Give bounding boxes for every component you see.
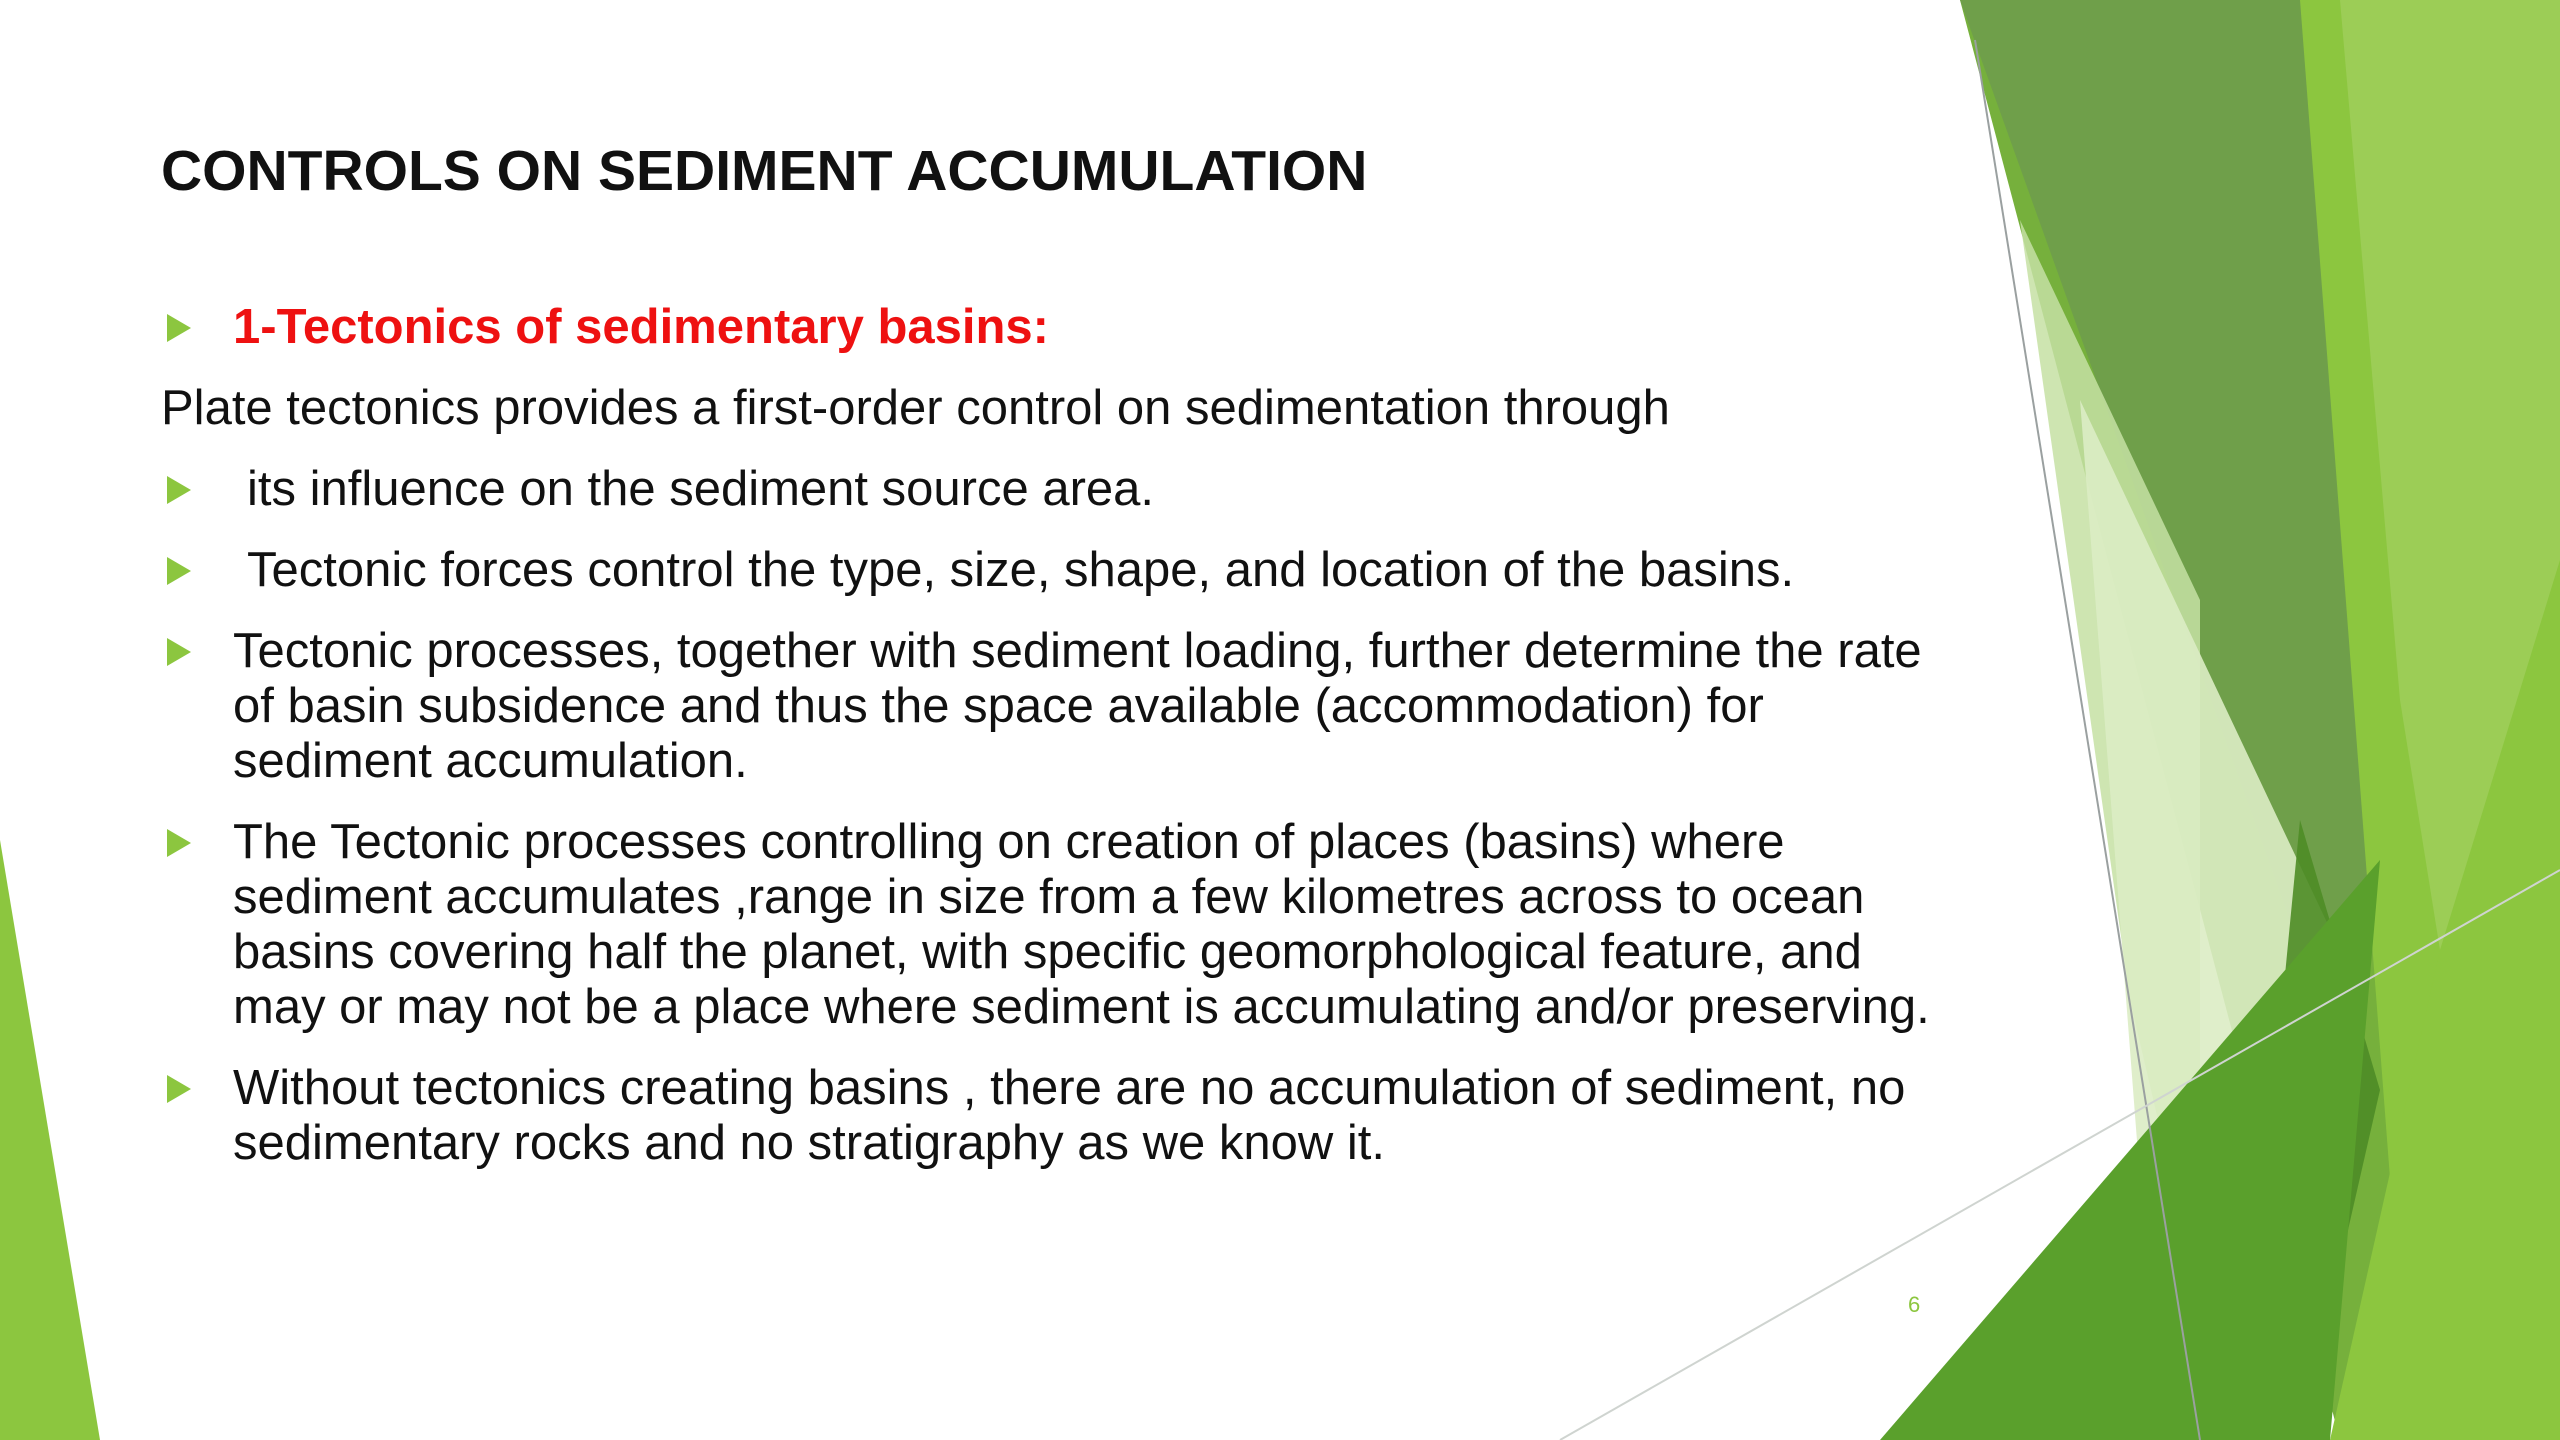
bullet-item	[161, 1061, 1941, 1171]
bullet-item	[161, 815, 1941, 1035]
heading-bullet	[161, 300, 1941, 355]
bullet-text: its influence on the sediment source area.	[247, 462, 1155, 516]
bullet-text: Tectonic forces control the type, size, shape, and location of the basins.	[247, 543, 1795, 597]
left-green-sliver	[0, 840, 100, 1440]
slide-body	[161, 300, 1941, 1197]
bullet-arrow-icon	[167, 557, 191, 585]
bullet-arrow-icon	[167, 1075, 191, 1103]
slide-title: CONTROLS ON SEDIMENT ACCUMULATION	[161, 139, 1368, 203]
page-number: 6	[1908, 1292, 1921, 1317]
bullet-item	[161, 462, 1941, 517]
bullet-item	[161, 624, 1941, 789]
bullet-arrow-icon	[167, 476, 191, 504]
bullet-text: Without tectonics creating basins , there are no accumulation of sediment, no sedimentary rocks and no stratigraphy as we know it.	[233, 1061, 1906, 1170]
bullet-text: Tectonic processes, together with sediment loading, further determine the rate of basin subsidence and thus the space available (accommodation) for sediment accumulation.	[233, 624, 1922, 788]
bullet-arrow-icon	[167, 638, 191, 666]
intro-text: Plate tectonics provides a first-order control on sedimentation through	[161, 381, 1670, 435]
bullet-text: The Tectonic processes controlling on creation of places (basins) where sediment accumulates ,range in size from a few kilometres across to ocean basins covering half the planet, with specific geomorphological feature, and may or may not be a place where sediment is accumulating and/or preserving.	[233, 815, 1930, 1034]
bullet-arrow-icon	[167, 829, 191, 857]
bullet-arrow-icon	[167, 314, 191, 342]
heading-bullet-text: 1-Tectonics of sedimentary basins:	[233, 300, 1049, 354]
bullet-item	[161, 543, 1941, 598]
